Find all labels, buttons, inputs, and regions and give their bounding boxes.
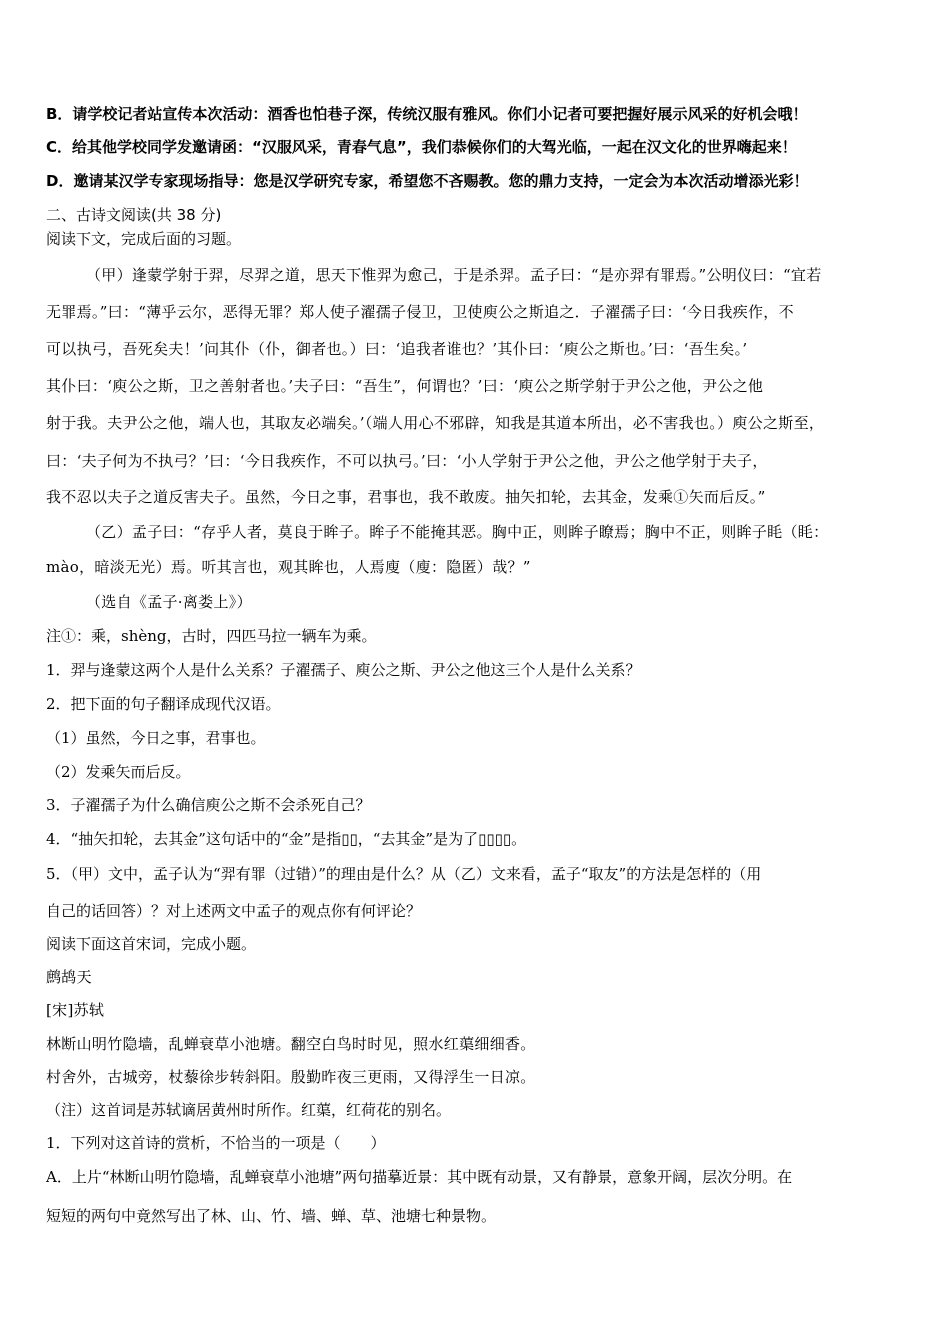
- question-4: 4．“抽矢扣轮，去其金”这句话中的“金”是指▯▯，“去其金”是为了▯▯▯▯。: [46, 830, 527, 848]
- poem-question: 1．下列对这首诗的赏析，不恰当的一项是（ ）: [46, 1134, 386, 1152]
- option-a-line-2: 短短的两句中竟然写出了林、山、竹、墙、蝉、草、池塘七种景物。: [46, 1207, 497, 1225]
- question-2-1: （1）虽然，今日之事，君事也。: [46, 729, 266, 747]
- option-b: B．请学校记者站宣传本次活动：酒香也怕巷子深，传统汉服有雅风。你们小记者可要把握好展示风采的好机会哦！: [46, 105, 808, 123]
- question-5-line-1: 5．（甲）文中，孟子认为“羿有罪（过错）”的理由是什么？从（乙）文来看，孟子“取友”的方法是怎样的（用: [46, 865, 762, 883]
- footnote: 注①：乘，shèng，古时，四匹马拉一辆车为乘。: [46, 627, 377, 645]
- option-d: D．邀请某汉学专家现场指导：您是汉学研究专家，希望您不吝赐教。您的鼎力支持，一定会为本次活动增添光彩！: [46, 172, 809, 190]
- jia-line-6: 曰：‘夫子何为不执弓？’曰：‘今日我疾作，不可以执弓。’曰：‘小人学射于尹公之他，尹公之他学射于夫子，: [46, 452, 768, 470]
- poem-note: （注）这首词是苏轼谪居黄州时所作。红蕖，红荷花的别名。: [46, 1101, 452, 1119]
- poem-line-1: 林断山明竹隐墙，乱蝉衰草小池塘。翻空白鸟时时见，照水红蕖细细香。: [46, 1035, 536, 1053]
- jia-line-2: 无罪焉。”曰：“薄乎云尔，恶得无罪？郑人使子濯孺子侵卫，卫使庾公之斯追之．子濯孺子曰：‘今日我疾作，不: [46, 303, 794, 321]
- question-2-2: （2）发乘矢而后反。: [46, 763, 191, 781]
- poem-author: [宋]苏轼: [46, 1001, 105, 1019]
- option-a-line-1: A．上片“林断山明竹隐墙，乱蝉衰草小池塘”两句描摹近景：其中既有动景，又有静景，意象开阔，层次分明。在: [46, 1168, 793, 1186]
- jia-line-4: 其仆曰：‘庾公之斯，卫之善射者也。’夫子曰：“吾生”，何谓也？’曰：‘庾公之斯学射于尹公之他，尹公之他: [46, 377, 764, 395]
- question-2: 2．把下面的句子翻译成现代汉语。: [46, 695, 281, 713]
- question-5-line-2: 自己的话回答）？对上述两文中孟子的观点你有何评论？: [46, 902, 422, 920]
- yi-line-2: mào，暗淡无光）焉。听其言也，观其眸也，人焉廋（廋：隐匿）哉？”: [46, 558, 531, 576]
- jia-line-1: （甲）逢蒙学射于羿，尽羿之道，思天下惟羿为愈己，于是杀羿。孟子曰：“是亦羿有罪焉。”公明仪曰：“宜若: [86, 266, 822, 284]
- reading-instruction: 阅读下文，完成后面的习题。: [46, 230, 242, 248]
- jia-line-3: 可以执弓，吾死矣夫！’问其仆（仆，御者也。）曰：‘追我者谁也？’其仆曰：‘庾公之斯也。’曰：‘吾生矣。’: [46, 340, 748, 358]
- jia-line-7: 我不忍以夫子之道反害夫子。虽然，今日之事，君事也，我不敢废。抽矢扣轮，去其金，发乘①矢而后反。”: [46, 488, 766, 506]
- poem-title: 鹧鸪天: [46, 968, 92, 986]
- source-citation: （选自《孟子·离娄上》）: [86, 593, 252, 611]
- question-1: 1．羿与逢蒙这两个人是什么关系？子濯孺子、庾公之斯、尹公之他这三个人是什么关系？: [46, 661, 641, 679]
- section-heading: 二、古诗文阅读(共 38 分): [46, 206, 222, 224]
- option-c: C．给其他学校同学发邀请函：“汉服风采，青春气息”，我们恭候你们的大驾光临，一起在汉文化的世界嗨起来！: [46, 138, 797, 156]
- jia-line-5: 射于我。夫尹公之他，端人也，其取友必端矣。’（端人用心不邪辟，知我是其道本所出，必不害我也。）庾公之斯至，: [46, 414, 825, 432]
- question-3: 3．子濯孺子为什么确信庾公之斯不会杀死自己？: [46, 796, 371, 814]
- poem-line-2: 村舍外，古城旁，杖藜徐步转斜阳。殷勤昨夜三更雨，又得浮生一日凉。: [46, 1068, 536, 1086]
- poem-instruction: 阅读下面这首宋词，完成小题。: [46, 935, 257, 953]
- yi-line-1: （乙）孟子曰：“存乎人者，莫良于眸子。眸子不能掩其恶。胸中正，则眸子瞭焉；胸中不正，则眸子眊（眊：: [86, 523, 829, 541]
